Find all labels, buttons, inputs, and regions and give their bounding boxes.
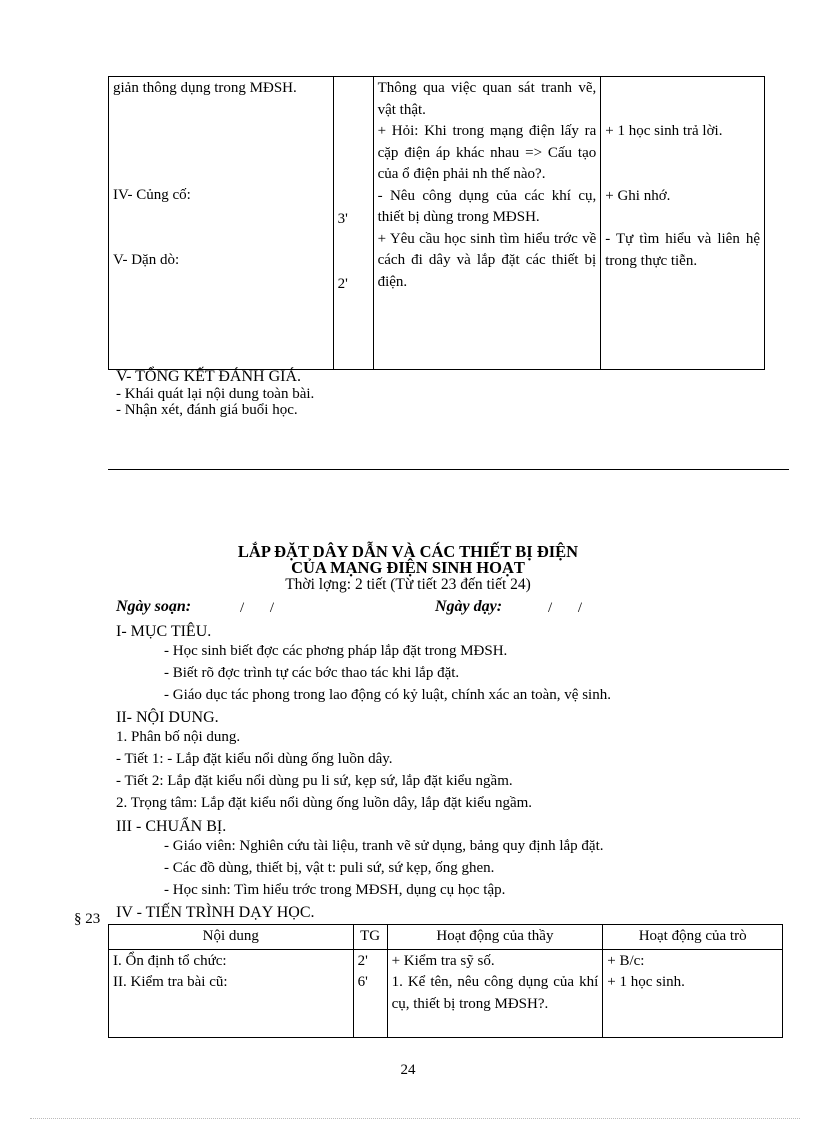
teacher-text: + Kiểm tra sỹ số. (391, 952, 495, 969)
tg-value: 2' (357, 952, 368, 969)
lesson-activity-table-continued (108, 76, 765, 370)
objectives-heading: I- MỤC TIÊU. (116, 623, 212, 640)
lesson-process-table (108, 924, 783, 1038)
table-row (109, 949, 783, 1037)
student-text: - Tự tìm hiểu và liên hệ trong thực tiễn. (605, 231, 760, 269)
student-text: + B/c: (607, 952, 645, 969)
student-text: + Ghi nhớ. (605, 187, 671, 204)
contents-item: - Tiết 2: Lắp đặt kiểu nổi dùng pu li sứ, kẹp sứ, lắp đặt kiểu ngầm. (116, 773, 513, 789)
page-bottom-edge (30, 1118, 800, 1119)
teacher-text: - Nêu công dụng của các khí cụ, thiết bị dùng trong MĐSH. (377, 187, 597, 225)
content-cell (109, 77, 334, 370)
student-cell (601, 77, 765, 370)
objective-item: - Giáo dục tác phong trong lao động có kỷ luật, chính xác an toàn, vệ sinh. (164, 687, 611, 703)
column-header: Hoạt động của trò (603, 925, 783, 950)
teacher-text: 1. Kể tên, nêu công dụng của khí cụ, thiết bị trong MĐSH?. (391, 974, 599, 1012)
contents-item: - Tiết 1: - Lắp đặt kiểu nổi dùng ống luồn dây. (116, 751, 393, 767)
content-text: IV- Củng cố: (113, 187, 191, 203)
table-header-row (109, 925, 783, 950)
teacher-text: + Hỏi: Khi trong mạng điện lấy ra cặp điện áp khác nhau => Cấu tạo của ổ điện phải nh thế nào?. (377, 123, 597, 182)
tg-value: 2' (337, 275, 348, 292)
student-cell (603, 949, 783, 1037)
teacher-text: + Yêu cầu học sinh tìm hiểu trớc về cách đi dây và lắp đặt các thiết bị điện. (377, 230, 597, 290)
summary-item: - Nhận xét, đánh giá buổi học. (116, 402, 298, 418)
tg-cell (353, 949, 387, 1037)
tg-value: 6' (357, 974, 368, 990)
content-cell (109, 949, 354, 1037)
section-mark: § 23 (74, 911, 101, 927)
tg-cell (333, 77, 373, 370)
student-text: + 1 học sinh trả lời. (605, 123, 723, 139)
contents-item: 1. Phân bố nội dung. (116, 729, 241, 745)
student-text: + 1 học sinh. (607, 974, 685, 990)
lesson-title-line1: LẮP ĐẶT DÂY DẪN VÀ CÁC THIẾT BỊ ĐIỆN (237, 542, 579, 561)
page-number: 24 (400, 1062, 416, 1078)
lesson-duration: Thời lợng: 2 tiết (Từ tiết 23 đến tiết 24) (285, 576, 531, 593)
teacher-text: Thông qua việc quan sát tranh vẽ, vật thật. (377, 80, 597, 118)
summary-heading: V- TỔNG KẾT ĐÁNH GIÁ. (116, 368, 302, 385)
lesson-title-line2: CỦA MẠNG ĐIỆN SINH HOẠT (291, 558, 525, 577)
column-header: TG (353, 925, 387, 950)
prep-date-value: / / (240, 600, 275, 616)
teacher-cell (387, 949, 603, 1037)
preparation-item: - Học sinh: Tìm hiểu trớc trong MĐSH, dụng cụ học tập. (164, 882, 506, 898)
summary-item: - Khái quát lại nội dung toàn bài. (116, 386, 315, 402)
preparation-heading: III - CHUẨN BỊ. (116, 818, 227, 835)
preparation-item: - Giáo viên: Nghiên cứu tài liệu, tranh vẽ sử dụng, bảng quy định lắp đặt. (164, 838, 604, 854)
content-text: I. Ổn định tổ chức: (113, 952, 227, 969)
column-header: Nội dung (109, 925, 354, 950)
process-heading: IV - TIẾN TRÌNH DẠY HỌC. (116, 904, 315, 921)
prep-date-label: Ngày soạn: (116, 598, 192, 615)
column-header: Hoạt động của thầy (387, 925, 603, 950)
teacher-cell (373, 77, 601, 370)
preparation-item: - Các đồ dùng, thiết bị, vật t: puli sứ, sứ kẹp, ống ghen. (164, 860, 495, 876)
page-divider (108, 469, 789, 470)
objective-item: - Biết rõ đợc trình tự các bớc thao tác khi lắp đặt. (164, 665, 460, 681)
contents-item: 2. Trọng tâm: Lắp đặt kiểu nổi dùng ống luồn dây, lắp đặt kiểu ngầm. (116, 795, 533, 811)
contents-heading: II- NỘI DUNG. (116, 709, 219, 726)
teach-date-label: Ngày dạy: (435, 598, 503, 615)
objective-item: - Học sinh biết đợc các phơng pháp lắp đặt trong MĐSH. (164, 643, 508, 659)
content-text: II. Kiểm tra bài cũ: (113, 974, 228, 990)
table-row (109, 77, 765, 370)
tg-value: 3' (337, 211, 348, 227)
teach-date-value: / / (548, 600, 583, 616)
content-text: V- Dặn dò: (113, 251, 180, 268)
content-text: giản thông dụng trong MĐSH. (113, 80, 297, 96)
